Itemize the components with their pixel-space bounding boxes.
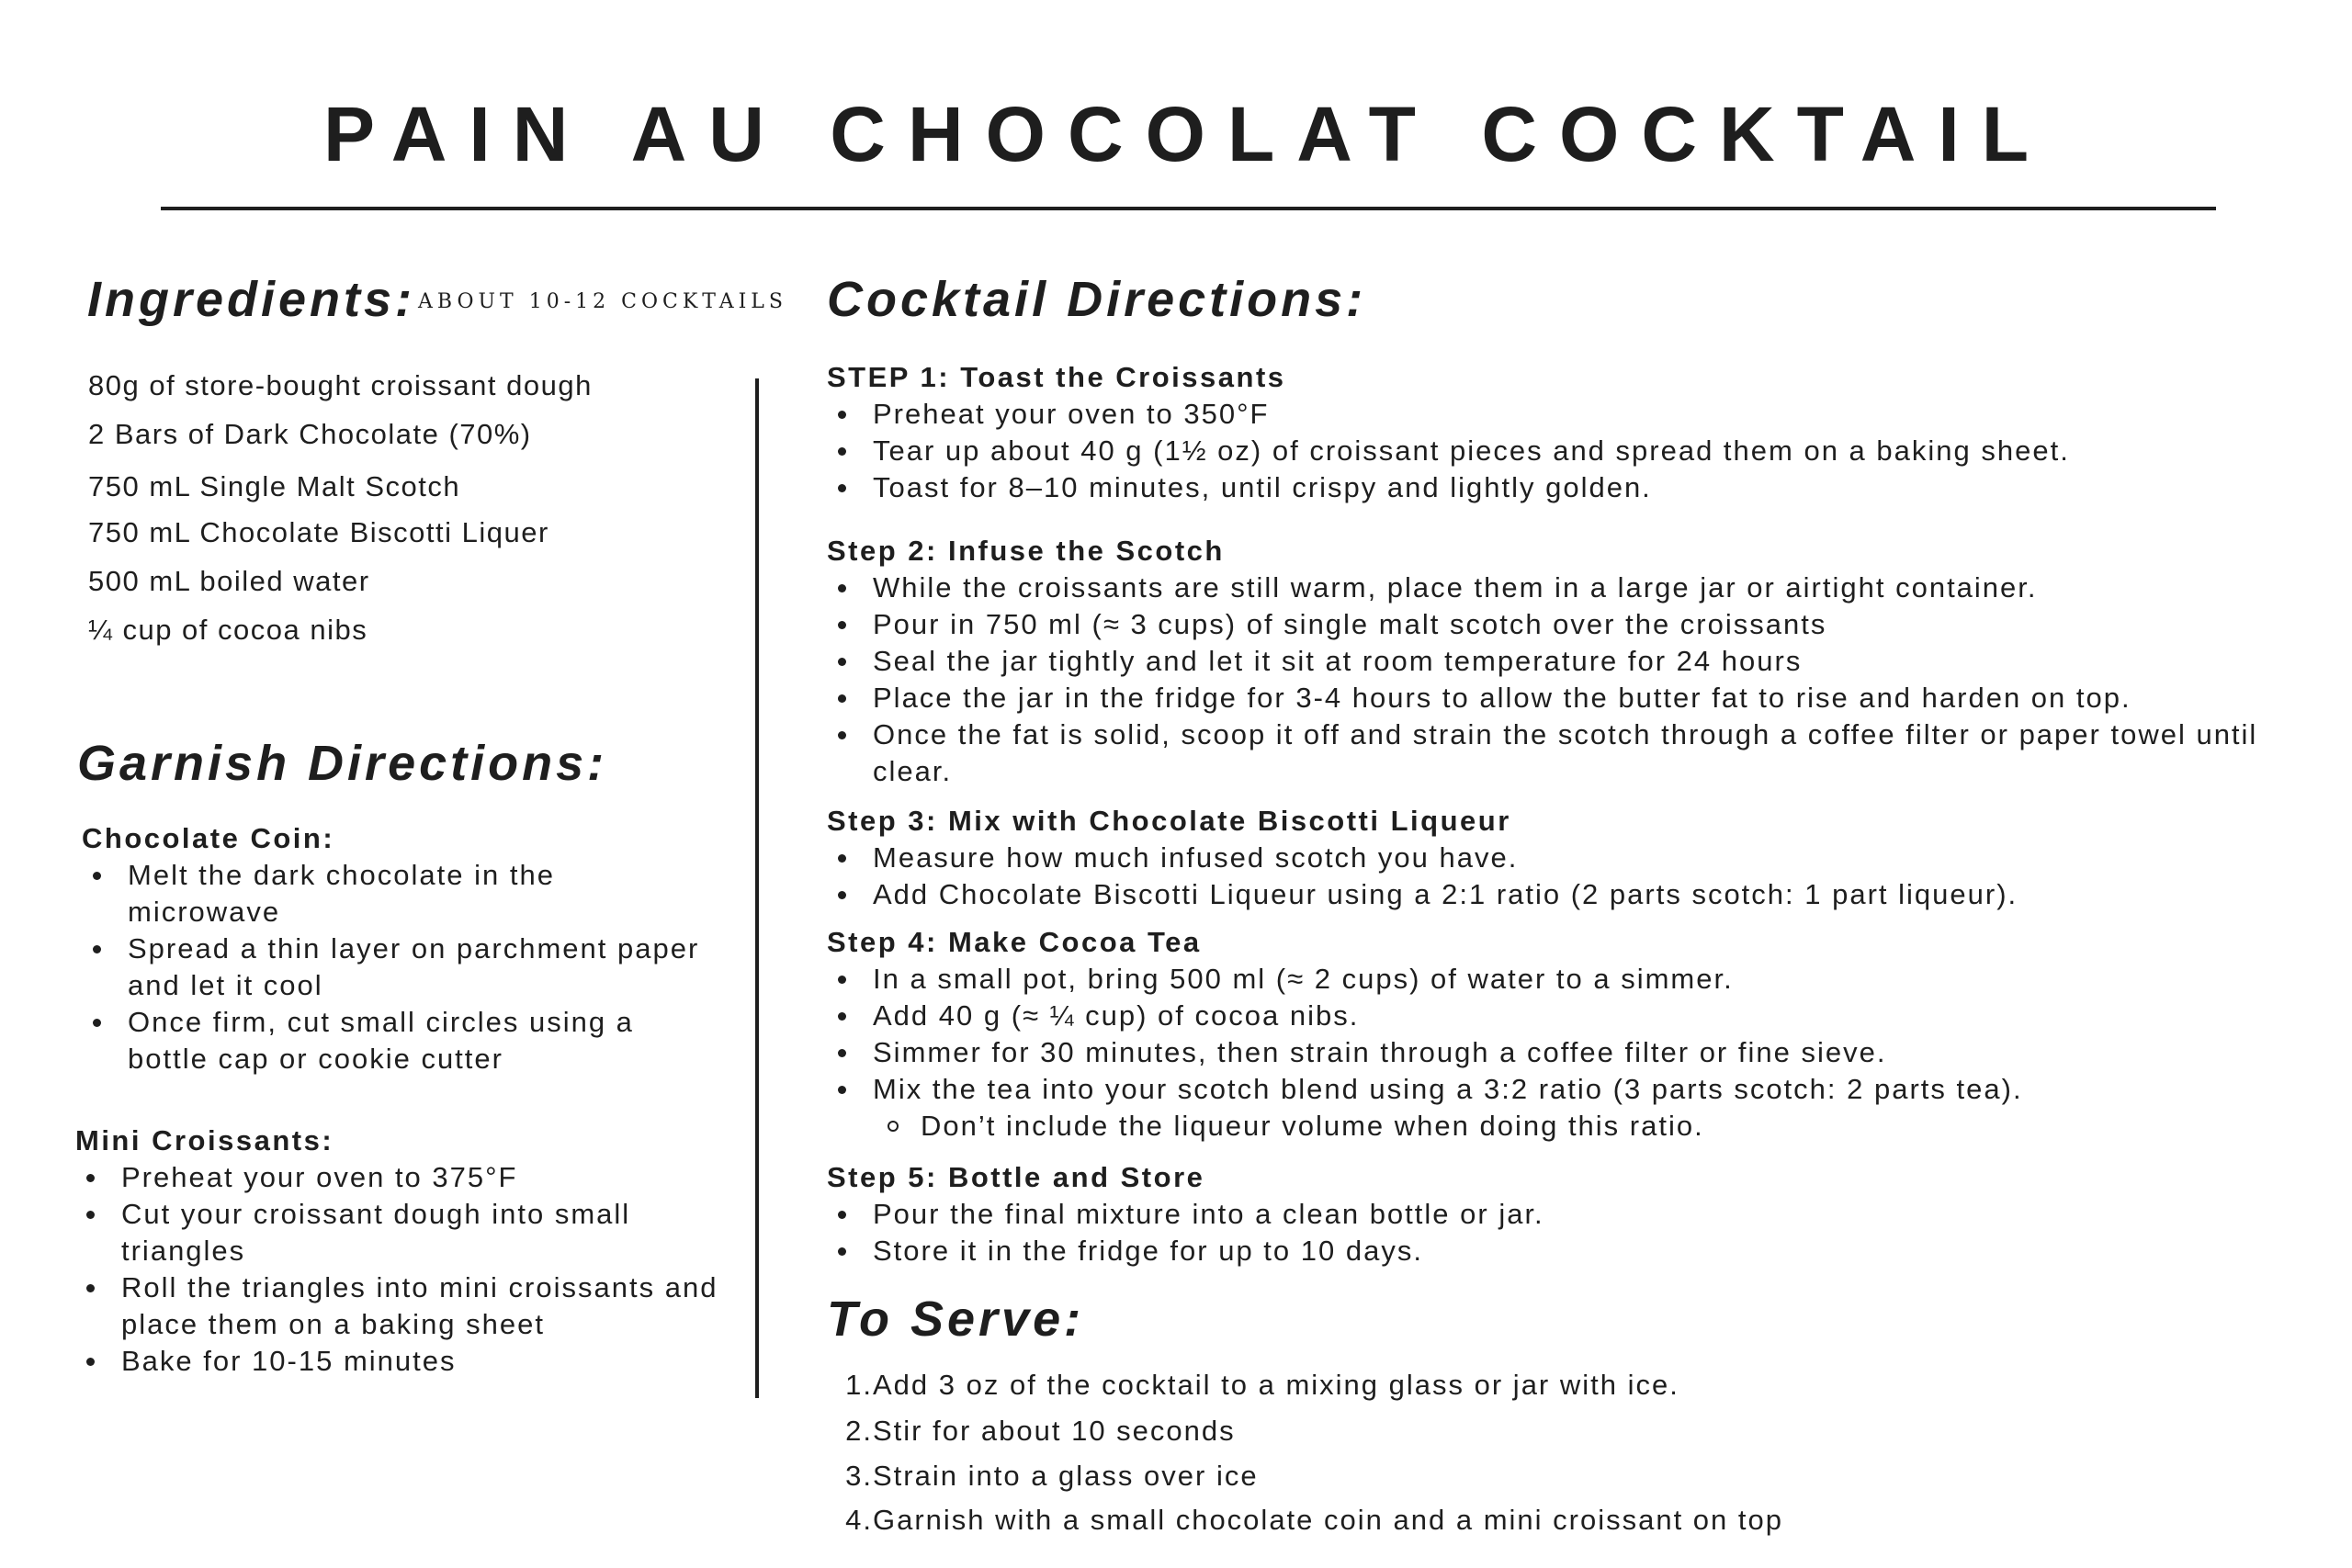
list-item: Roll the triangles into mini croissants and place them on a baking sheet xyxy=(121,1269,746,1343)
step-sublist xyxy=(873,1108,2315,1145)
step-1 xyxy=(827,359,2315,506)
chocolate-coin-title: Chocolate Coin: xyxy=(82,822,335,854)
item-text: Garnish with a small chocolate coin and a mini croissant on top xyxy=(873,1504,1783,1536)
step-4 xyxy=(827,924,2315,1145)
list-item: Spread a thin layer on parchment paper and let it cool xyxy=(128,931,707,1004)
column-divider xyxy=(755,378,759,1398)
item-text: Stir for about 10 seconds xyxy=(873,1415,1236,1447)
list-item xyxy=(827,1458,1259,1495)
list-item: Melt the dark chocolate in the microwave xyxy=(128,857,707,931)
garnish-heading: Garnish Directions: xyxy=(77,736,608,791)
mini-croissants-list xyxy=(75,1159,746,1380)
item-text: Strain into a glass over ice xyxy=(873,1460,1259,1492)
list-item: Pour the final mixture into a clean bottle or jar. xyxy=(873,1196,2315,1233)
list-item: Tear up about 40 g (1½ oz) of croissant pieces and spread them on a baking sheet. xyxy=(873,433,2315,469)
list-item: Simmer for 30 minutes, then strain through a coffee filter or fine sieve. xyxy=(873,1034,2315,1071)
ingredient-item: 750 mL Single Malt Scotch xyxy=(88,470,461,502)
serve-heading: To Serve: xyxy=(827,1292,1085,1347)
step-title: Step 5: Bottle and Store xyxy=(827,1161,1205,1193)
ingredient-item: 750 mL Chocolate Biscotti Liquer xyxy=(88,516,549,548)
step-list xyxy=(827,840,2315,913)
chocolate-coin-list xyxy=(82,857,707,1077)
list-item: While the croissants are still warm, place them in a large jar or airtight container. xyxy=(873,570,2315,606)
step-title: Step 3: Mix with Chocolate Biscotti Liqueur xyxy=(827,805,1511,837)
list-item: Preheat your oven to 350°F xyxy=(873,396,2315,433)
ingredient-item: ¼ cup of cocoa nibs xyxy=(88,614,368,646)
title-divider xyxy=(161,207,2216,210)
list-item: Bake for 10-15 minutes xyxy=(121,1343,746,1380)
step-5 xyxy=(827,1159,2315,1269)
list-item: Preheat your oven to 375°F xyxy=(121,1159,746,1196)
directions-heading: Cocktail Directions: xyxy=(827,272,1367,327)
list-item: Cut your croissant dough into small triangles xyxy=(121,1196,746,1269)
step-title: STEP 1: Toast the Croissants xyxy=(827,361,1286,393)
chocolate-coin-section xyxy=(82,820,725,1077)
list-item: Add Chocolate Biscotti Liqueur using a 2:1 ratio (2 parts scotch: 1 part liqueur). xyxy=(873,876,2315,913)
list-item: Pour in 750 ml (≈ 3 cups) of single malt scotch over the croissants xyxy=(873,606,2315,643)
list-item: Toast for 8–10 minutes, until crispy and lightly golden. xyxy=(873,469,2315,506)
list-item: Place the jar in the fridge for 3-4 hours to allow the butter fat to rise and harden on top. xyxy=(873,680,2315,716)
mini-croissants-section xyxy=(75,1122,746,1380)
list-item: Once firm, cut small circles using a bottle cap or cookie cutter xyxy=(128,1004,707,1077)
item-text: Add 3 oz of the cocktail to a mixing glass or jar with ice. xyxy=(873,1369,1679,1401)
list-item xyxy=(827,1502,1783,1539)
page-title: PAIN AU CHOCOLAT COCKTAIL xyxy=(322,91,2052,177)
list-item: Once the fat is solid, scoop it off and strain the scotch through a coffee filter or paper towel until clear. xyxy=(873,716,2288,790)
ingredient-item: 80g of store-bought croissant dough xyxy=(88,369,593,401)
step-list xyxy=(827,570,2315,790)
list-item xyxy=(827,1413,1236,1450)
item-number: 3. xyxy=(845,1460,873,1492)
list-item: Measure how much infused scotch you have. xyxy=(873,840,2315,876)
step-list xyxy=(827,396,2315,506)
ingredient-item: 2 Bars of Dark Chocolate (70%) xyxy=(88,418,532,450)
list-item: Mix the tea into your scotch blend using a 3:2 ratio (3 parts scotch: 2 parts tea). xyxy=(873,1071,2315,1108)
list-item: Don’t include the liqueur volume when doing this ratio. xyxy=(921,1108,2315,1145)
step-list xyxy=(827,1196,2315,1269)
servings-note: ABOUT 10-12 COCKTAILS xyxy=(418,290,787,313)
list-item xyxy=(827,1367,1679,1404)
list-item: Add 40 g (≈ ¼ cup) of cocoa nibs. xyxy=(873,998,2315,1034)
step-title: Step 4: Make Cocoa Tea xyxy=(827,926,1202,958)
item-number: 4. xyxy=(845,1504,873,1536)
ingredient-item: 500 mL boiled water xyxy=(88,565,370,597)
step-title: Step 2: Infuse the Scotch xyxy=(827,535,1225,567)
ingredients-heading: Ingredients: xyxy=(87,272,416,327)
step-list xyxy=(827,961,2315,1108)
step-2 xyxy=(827,533,2315,790)
list-item: Store it in the fridge for up to 10 days. xyxy=(873,1233,2315,1269)
list-item: In a small pot, bring 500 ml (≈ 2 cups) of water to a simmer. xyxy=(873,961,2315,998)
step-3 xyxy=(827,803,2315,913)
mini-croissants-title: Mini Croissants: xyxy=(75,1124,334,1156)
list-item: Seal the jar tightly and let it sit at room temperature for 24 hours xyxy=(873,643,2315,680)
item-number: 1. xyxy=(845,1369,873,1401)
item-number: 2. xyxy=(845,1415,873,1447)
